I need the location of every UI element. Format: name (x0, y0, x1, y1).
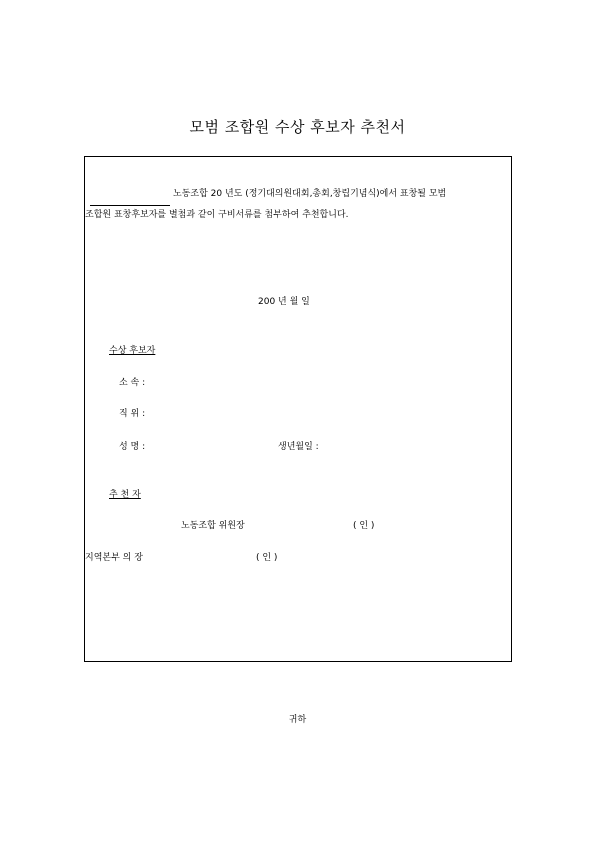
affiliation-label: 소 속 : (119, 378, 146, 388)
addressee-footer: 귀하 (288, 715, 307, 725)
document-title: 모범 조합원 수상 후보자 추천서 (189, 118, 406, 136)
union-chair-label: 노동조합 위원장 (181, 521, 245, 531)
birthdate-label: 생년월일 : (278, 442, 319, 452)
union-chair-seal: ( 인 ) (353, 521, 375, 531)
candidate-section-heading: 수상 후보자 (109, 346, 156, 356)
paragraph-line-2: 조합원 표창후보자를 별첨과 같이 구비서류를 첨부하여 추천합니다. (85, 210, 349, 220)
name-label: 성 명 : (119, 442, 146, 452)
regional-head-label: 지역본부 의 장 (85, 553, 143, 563)
position-label: 직 위 : (119, 409, 146, 419)
date-line: 200 년 월 일 (258, 297, 310, 307)
paragraph-line-1: 노동조합 20 년도 (정기대의원대회,총회,창립기념식)에서 표창될 모범 (173, 189, 447, 199)
recommender-section-heading: 추 천 자 (109, 490, 141, 500)
regional-head-seal: ( 인 ) (256, 553, 278, 563)
recommendation-form-box (84, 156, 512, 662)
union-name-blank (90, 197, 170, 206)
